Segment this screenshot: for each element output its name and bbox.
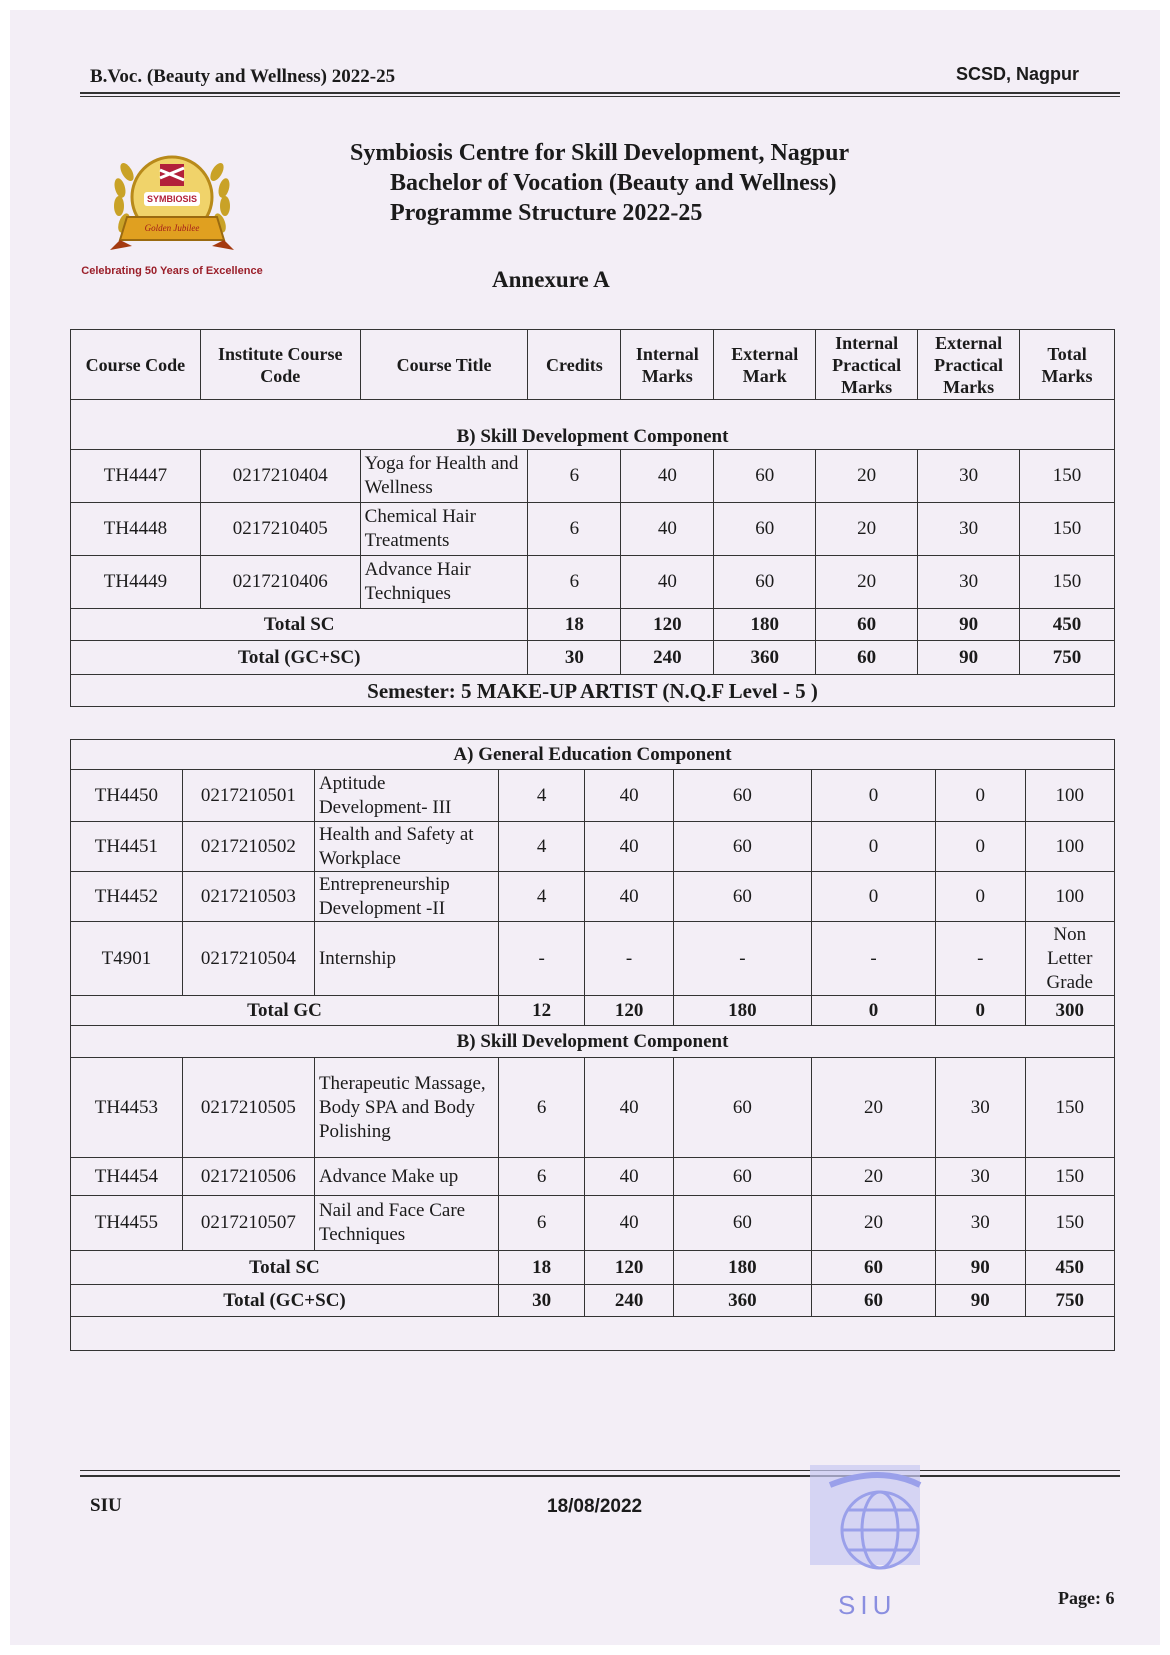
cell-internal: - bbox=[585, 922, 673, 996]
cell-course-code: TH4448 bbox=[71, 503, 201, 556]
total-ext-practical: 90 bbox=[936, 1285, 1025, 1317]
course-table-semester-4 bbox=[70, 329, 1115, 707]
col-internal-practical: Internal Practical Marks bbox=[816, 330, 918, 400]
cell-total: 150 bbox=[1025, 1158, 1115, 1196]
header-rule-thin bbox=[80, 96, 1120, 97]
cell-institute-code: 0217210501 bbox=[182, 770, 314, 822]
total-label: Total GC bbox=[71, 996, 499, 1026]
stamp-siu-text: SIU bbox=[838, 1590, 897, 1620]
cell-int-practical: 20 bbox=[812, 1158, 936, 1196]
table-row bbox=[71, 1058, 1115, 1158]
cell-institute-code: 0217210505 bbox=[182, 1058, 314, 1158]
total-internal: 120 bbox=[585, 996, 673, 1026]
cell-internal: 40 bbox=[585, 1058, 673, 1158]
cell-external: 60 bbox=[673, 822, 811, 872]
total-marks: 450 bbox=[1025, 1251, 1115, 1285]
cell-total: 150 bbox=[1025, 1196, 1115, 1251]
cell-course-title: Nail and Face Care Techniques bbox=[314, 1196, 498, 1251]
table-row bbox=[71, 770, 1115, 822]
cell-credits: 6 bbox=[498, 1196, 584, 1251]
cell-course-title: Therapeutic Massage, Body SPA and Body Polishing bbox=[314, 1058, 498, 1158]
cell-credits: 4 bbox=[498, 872, 584, 922]
total-int-practical: 0 bbox=[812, 996, 936, 1026]
total-int-practical: 60 bbox=[816, 609, 918, 641]
cell-internal: 40 bbox=[585, 1196, 673, 1251]
cell-credits: 4 bbox=[498, 770, 584, 822]
total-internal: 120 bbox=[585, 1251, 673, 1285]
table-row bbox=[71, 922, 1115, 996]
total-internal: 240 bbox=[585, 1285, 673, 1317]
section-title: B) Skill Development Component bbox=[71, 400, 1115, 450]
header-programme: B.Voc. (Beauty and Wellness) 2022-25 bbox=[90, 66, 396, 87]
cell-course-code: TH4453 bbox=[71, 1058, 183, 1158]
cell-external: 60 bbox=[714, 450, 816, 503]
total-external: 180 bbox=[673, 1251, 811, 1285]
cell-institute-code: 0217210405 bbox=[200, 503, 360, 556]
document-title bbox=[350, 138, 849, 228]
table-row bbox=[71, 503, 1115, 556]
col-credits: Credits bbox=[528, 330, 621, 400]
cell-course-code: TH4455 bbox=[71, 1196, 183, 1251]
total-external: 180 bbox=[673, 996, 811, 1026]
cell-external: 60 bbox=[714, 503, 816, 556]
cell-course-title: Yoga for Health and Wellness bbox=[360, 450, 528, 503]
cell-credits: 6 bbox=[528, 503, 621, 556]
total-internal: 120 bbox=[621, 609, 714, 641]
header-institute: SCSD, Nagpur bbox=[956, 64, 1080, 84]
cell-course-code: TH4449 bbox=[71, 556, 201, 609]
footer-siu: SIU bbox=[90, 1495, 122, 1516]
total-marks: 300 bbox=[1025, 996, 1115, 1026]
cell-external: 60 bbox=[673, 1058, 811, 1158]
cell-institute-code: 0217210406 bbox=[200, 556, 360, 609]
total-int-practical: 60 bbox=[816, 641, 918, 675]
logo-wordmark: SYMBIOSIS bbox=[146, 194, 198, 204]
cell-credits: 6 bbox=[528, 450, 621, 503]
total-row bbox=[71, 1251, 1115, 1285]
cell-course-title: Aptitude Development- III bbox=[314, 770, 498, 822]
cell-ext-practical: 30 bbox=[936, 1058, 1025, 1158]
cell-course-title: Entrepreneurship Development -II bbox=[314, 872, 498, 922]
cell-ext-practical: 30 bbox=[936, 1196, 1025, 1251]
total-internal: 240 bbox=[621, 641, 714, 675]
cell-total: 150 bbox=[1020, 503, 1115, 556]
cell-internal: 40 bbox=[585, 1158, 673, 1196]
total-credits: 30 bbox=[498, 1285, 584, 1317]
semester-row bbox=[71, 675, 1115, 707]
cell-credits: 6 bbox=[528, 556, 621, 609]
logo-tagline: Celebrating 50 Years of Excellence bbox=[81, 265, 263, 277]
logo-ribbon-text: Golden Jubilee bbox=[144, 223, 200, 233]
cell-course-title: Advance Hair Techniques bbox=[360, 556, 528, 609]
total-ext-practical: 0 bbox=[936, 996, 1025, 1026]
symbiosis-golden-jubilee-logo bbox=[72, 122, 272, 282]
cell-external: 60 bbox=[673, 770, 811, 822]
table-row bbox=[71, 872, 1115, 922]
cell-credits: 4 bbox=[498, 822, 584, 872]
cell-course-code: TH4451 bbox=[71, 822, 183, 872]
cell-external: 60 bbox=[673, 1158, 811, 1196]
page-number: Page: 6 bbox=[1058, 1588, 1115, 1608]
section-row bbox=[71, 1026, 1115, 1058]
cell-institute-code: 0217210507 bbox=[182, 1196, 314, 1251]
cell-total: Non Letter Grade bbox=[1025, 922, 1115, 996]
cell-ext-practical: - bbox=[936, 922, 1025, 996]
cell-internal: 40 bbox=[621, 556, 714, 609]
total-label: Total (GC+SC) bbox=[71, 1285, 499, 1317]
col-internal-marks: Internal Marks bbox=[621, 330, 714, 400]
table-row bbox=[71, 1158, 1115, 1196]
cell-credits: - bbox=[498, 922, 584, 996]
section-row bbox=[71, 400, 1115, 450]
cell-external: 60 bbox=[673, 1196, 811, 1251]
footer-rule bbox=[80, 1475, 1120, 1477]
cell-ext-practical: 30 bbox=[918, 556, 1020, 609]
cell-institute-code: 0217210503 bbox=[182, 872, 314, 922]
total-credits: 18 bbox=[528, 609, 621, 641]
cell-credits: 6 bbox=[498, 1158, 584, 1196]
cell-ext-practical: 0 bbox=[936, 872, 1025, 922]
section-title: A) General Education Component bbox=[71, 740, 1115, 770]
col-total-marks: Total Marks bbox=[1020, 330, 1115, 400]
cell-int-practical: - bbox=[812, 922, 936, 996]
header-rule bbox=[80, 92, 1120, 94]
total-external: 360 bbox=[673, 1285, 811, 1317]
title-line-1: Symbiosis Centre for Skill Development, Nagpur bbox=[350, 140, 850, 166]
cell-institute-code: 0217210502 bbox=[182, 822, 314, 872]
table-row bbox=[71, 450, 1115, 503]
total-external: 180 bbox=[714, 609, 816, 641]
total-credits: 18 bbox=[498, 1251, 584, 1285]
total-external: 360 bbox=[714, 641, 816, 675]
cell-int-practical: 20 bbox=[816, 556, 918, 609]
cell-course-code: TH4454 bbox=[71, 1158, 183, 1196]
cell-internal: 40 bbox=[621, 503, 714, 556]
cell-int-practical: 20 bbox=[816, 450, 918, 503]
col-external-mark: External Mark bbox=[714, 330, 816, 400]
total-marks: 750 bbox=[1020, 641, 1115, 675]
total-row bbox=[71, 609, 1115, 641]
total-row bbox=[71, 996, 1115, 1026]
total-ext-practical: 90 bbox=[918, 641, 1020, 675]
cell-internal: 40 bbox=[621, 450, 714, 503]
section-row bbox=[71, 740, 1115, 770]
total-label: Total (GC+SC) bbox=[71, 641, 528, 675]
col-course-title: Course Title bbox=[360, 330, 528, 400]
total-row bbox=[71, 1285, 1115, 1317]
cell-ext-practical: 0 bbox=[936, 770, 1025, 822]
cell-total: 100 bbox=[1025, 822, 1115, 872]
col-external-practical: External Practical Marks bbox=[918, 330, 1020, 400]
total-credits: 30 bbox=[528, 641, 621, 675]
cell-course-title: Chemical Hair Treatments bbox=[360, 503, 528, 556]
cell-external: 60 bbox=[714, 556, 816, 609]
total-row bbox=[71, 641, 1115, 675]
cell-credits: 6 bbox=[498, 1058, 584, 1158]
cell-external: 60 bbox=[673, 872, 811, 922]
course-table-semester-5 bbox=[70, 739, 1115, 1351]
cell-ext-practical: 30 bbox=[918, 450, 1020, 503]
cell-int-practical: 0 bbox=[812, 872, 936, 922]
cell-internal: 40 bbox=[585, 872, 673, 922]
cell-course-title: Advance Make up bbox=[314, 1158, 498, 1196]
cell-int-practical: 0 bbox=[812, 822, 936, 872]
cell-total: 100 bbox=[1025, 770, 1115, 822]
col-course-code: Course Code bbox=[71, 330, 201, 400]
title-line-3: Programme Structure 2022-25 bbox=[390, 200, 703, 226]
total-int-practical: 60 bbox=[812, 1285, 936, 1317]
table-row bbox=[71, 822, 1115, 872]
cell-total: 150 bbox=[1025, 1058, 1115, 1158]
cell-course-code: TH4450 bbox=[71, 770, 183, 822]
cell-institute-code: 0217210506 bbox=[182, 1158, 314, 1196]
table-header-row bbox=[71, 330, 1115, 400]
semester-title: Semester: 5 MAKE-UP ARTIST (N.Q.F Level - 5 ) bbox=[71, 675, 1115, 707]
cell-course-code: TH4452 bbox=[71, 872, 183, 922]
section-title: B) Skill Development Component bbox=[71, 1026, 1115, 1058]
cell-int-practical: 20 bbox=[816, 503, 918, 556]
cell-ext-practical: 30 bbox=[936, 1158, 1025, 1196]
cell-int-practical: 20 bbox=[812, 1196, 936, 1251]
cell-external: - bbox=[673, 922, 811, 996]
cell-total: 150 bbox=[1020, 556, 1115, 609]
table-row bbox=[71, 556, 1115, 609]
cell-course-title: Internship bbox=[314, 922, 498, 996]
cell-ext-practical: 30 bbox=[918, 503, 1020, 556]
col-institute-course-code: Institute Course Code bbox=[200, 330, 360, 400]
total-ext-practical: 90 bbox=[936, 1251, 1025, 1285]
cell-internal: 40 bbox=[585, 770, 673, 822]
table-row bbox=[71, 1196, 1115, 1251]
empty-row bbox=[71, 1317, 1115, 1351]
cell-institute-code: 0217210504 bbox=[182, 922, 314, 996]
total-marks: 750 bbox=[1025, 1285, 1115, 1317]
title-line-2: Bachelor of Vocation (Beauty and Wellness) bbox=[390, 170, 837, 196]
cell-int-practical: 0 bbox=[812, 770, 936, 822]
total-marks: 450 bbox=[1020, 609, 1115, 641]
cell-course-code: TH4447 bbox=[71, 450, 201, 503]
footer-rule-thin bbox=[80, 1470, 1120, 1471]
total-ext-practical: 90 bbox=[918, 609, 1020, 641]
document-page bbox=[10, 10, 1160, 1645]
footer-date: 18/08/2022 bbox=[547, 1496, 643, 1517]
cell-course-title: Health and Safety at Workplace bbox=[314, 822, 498, 872]
cell-total: 150 bbox=[1020, 450, 1115, 503]
annexure-heading: Annexure A bbox=[492, 267, 610, 292]
total-int-practical: 60 bbox=[812, 1251, 936, 1285]
cell-institute-code: 0217210404 bbox=[200, 450, 360, 503]
cell-ext-practical: 0 bbox=[936, 822, 1025, 872]
empty-cell bbox=[71, 1317, 1115, 1351]
total-credits: 12 bbox=[498, 996, 584, 1026]
cell-course-code: T4901 bbox=[71, 922, 183, 996]
total-label: Total SC bbox=[71, 1251, 499, 1285]
cell-total: 100 bbox=[1025, 872, 1115, 922]
cell-int-practical: 20 bbox=[812, 1058, 936, 1158]
cell-internal: 40 bbox=[585, 822, 673, 872]
total-label: Total SC bbox=[71, 609, 528, 641]
